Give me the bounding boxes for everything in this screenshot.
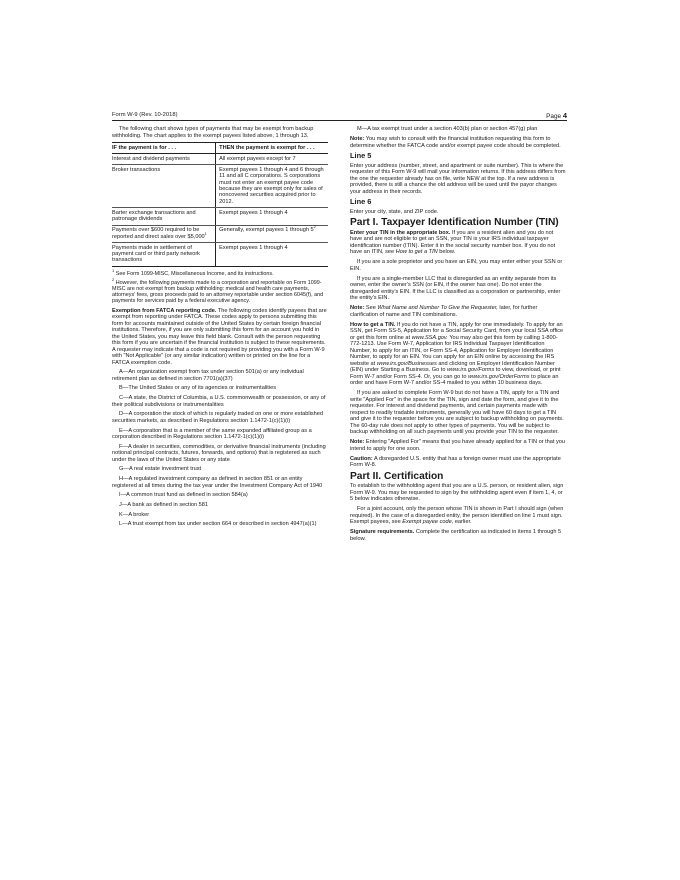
table-row <box>112 154 328 165</box>
table-cell <box>216 225 328 242</box>
tin-lead: Enter your TIN in the appropriate box. <box>350 229 451 236</box>
code-item: M—A tax exempt trust under a section 403(b) plan or section 457(g) plan <box>357 126 538 132</box>
cert-text: For a joint account, only the person whose TIN is shown in Part I should sign (when required). In the case of a disregarded entity, the person identified on line 1 must sign. Exempt payees, see <box>350 506 564 525</box>
irs-forms-url: www.irs.gov/Forms <box>447 367 495 373</box>
fatca-paragraph <box>112 308 328 367</box>
code-item: D—A corporation the stock of which is regularly traded on one or more established securities markets, as described in Regulations section 1.1472-1(c)(1)(i) <box>112 411 323 424</box>
line5-heading: Line 5 <box>350 151 372 160</box>
table-col-header: THEN the payment is exempt for . . . <box>216 143 328 154</box>
code-item: K—A broker <box>119 511 150 518</box>
how-to-paragraph <box>350 322 566 387</box>
footnote-ref: 1 <box>204 230 207 236</box>
line6-heading: Line 6 <box>350 197 372 206</box>
applied-for-text: If you are asked to complete Form W-9 but do not have a TIN, apply for a TIN and write "Applied For" in the space for the TIN, sign and date the form, and give it to the requester. For interest and dividend payments, and certain payments made with respect to readily tradable instruments, generally you will have 60 days to get a TIN and give it to the requester before you are subject to backup withholding on payments. The 60-day rule does not apply to other types of payments. You will be subject to backup withholding on all such payments until you provide your TIN to the requester. <box>350 390 564 435</box>
caution-text: A disregarded U.S. entity that has a foreign owner must use the appropriate Form W-8. <box>350 455 561 468</box>
cert-italic: Exempt payee code, <box>402 519 454 525</box>
note-text: later, for further clarification of name and TIN combinations. <box>350 305 538 318</box>
table-row <box>112 208 328 225</box>
code-item: A—An organization exempt from tax under section 501(a) or any individual retirement plan as defined in section 7701(a)(37) <box>112 369 304 382</box>
table-row <box>112 165 328 208</box>
part1-heading: Part I. Taxpayer Identification Number (TIN) <box>350 217 559 228</box>
table-cell: Exempt payees 1 through 4 and 6 through 11 and all C corporations. S corporations must not enter an exempt payee code because they are exempt only for sales of noncovered securities acquired prior to 2012. <box>216 165 328 208</box>
part2-heading: Part II. Certification <box>350 470 444 482</box>
note-text: You may wish to consult with the financial institution requesting this form to determine whether the FATCA code and/or exempt payee code should be completed. <box>350 136 561 149</box>
footnote-mark: 1 <box>112 267 115 273</box>
how-to-text: If you do not have a TIN, apply for one immediately. To apply for an SSN, get Form SS-5, Application for a Social Security Card, from your local SSA office or get this form online at <box>350 321 564 341</box>
cell-text: Payments over $600 required to be reported and direct sales over $5,000 <box>112 227 205 240</box>
line5-text: Enter your address (number, street, and apartment or suite number). This is where the requester of this Form W-9 will mail your information returns. If this address differs from the one the requester already has on file, write NEW at the top. If a new address is provided, there is still a chance the old address will be used until the payor changes your address in their records. <box>350 162 566 195</box>
code-item: L—A trust exempt from tax under section 664 or described in section 4947(a)(1) <box>119 521 317 528</box>
tin-text: If you are a resident alien and you do not have and are not eligible to get an SSN, your TIN is your IRS individual taxpayer identification number (ITIN). Enter it in the social security number box. If you do not have an ITIN, see <box>350 229 556 255</box>
how-to-lead: How to get a TIN. <box>350 321 396 328</box>
cert-text: To establish to the withholding agent that you are a U.S. person, or resident alien, sign Form W-9. You may be requested to sign by the withholding agent even if item 1, 4, or 5 below indicates otherwise. <box>350 483 564 502</box>
line6-text: Enter your city, state, and ZIP code. <box>350 208 439 215</box>
code-item: I—A common trust fund as defined in section 584(a) <box>119 492 248 499</box>
fatca-text: The following codes identify payees that are exempt from reporting under FATCA. These codes apply to persons submitting this form for accounts maintained outside of the United States by certain foreign financial institutions. Therefore, if you are only submitting this form for an account you hold in the United States, you may leave this field blank. Consult with the person requesting this form if you are uncertain if the financial institution is subject to these requirements. A requester may indicate that a code is not required by providing you with a Form W-9 with "Not Applicable" (or any similar indication) written or printed on the line for a FATCA exemption code. <box>112 307 327 366</box>
tin-link: How to get a TIN <box>395 249 438 255</box>
cell-text: Generally, exempt payees 1 through 5 <box>219 227 314 234</box>
right-column <box>350 126 566 546</box>
table-row <box>112 225 328 242</box>
table-cell: Exempt payees 1 through 4 <box>216 208 328 225</box>
how-to-text: to place an order and have Form W-7 and/or SS-4 mailed to you within 10 business days. <box>350 373 559 386</box>
caution-paragraph <box>350 456 566 469</box>
table-cell: Barter exchange transactions and patronage dividends <box>112 208 216 225</box>
footnote-1 <box>112 267 328 277</box>
tin-end: below. <box>439 249 456 255</box>
left-column <box>112 126 328 531</box>
page-label: Page <box>546 113 562 120</box>
note-paragraph <box>350 305 566 318</box>
llc-text: If you are a single-member LLC that is disregarded as an entity separate from its owner, enter the owner's SSN (or EIN, if the owner has one). Do not enter the disregarded entity's EIN. If the LLC is classified as a corporation or partnership, enter the entity's EIN. <box>350 275 561 301</box>
footnote-mark: 2 <box>112 277 115 283</box>
irs-business-url: www.irs.gov/Businesses <box>376 360 437 367</box>
cert-text: earlier. <box>454 519 472 525</box>
note-label: Note: <box>350 439 365 445</box>
footnote-text: However, the following payments made to a corporation and reportable on Form 1099-MISC are not exempt from backup withholding: medical and health care payments, attorneys' fees, gross proceeds paid to an attorney reportable under section 6045(f), and payments for services paid by a federal executive agency. <box>112 280 324 305</box>
code-item: F—A dealer in securities, commodities, or derivative financial instruments (including notional principal contracts, futures, forwards, and options) that is registered as such under the laws of the United States or any state <box>112 443 326 463</box>
fatca-title: Exemption from FATCA reporting code. <box>112 307 217 314</box>
table-header-row <box>112 143 328 154</box>
form-id: Form W-9 (Rev. 10-2018) <box>112 112 178 118</box>
note-paragraph <box>350 439 566 452</box>
code-item: J—A bank as defined in section 581 <box>119 501 208 508</box>
code-item: G—A real estate investment trust <box>119 466 202 473</box>
how-to-text: You may also get this form by calling 1-800-772-1213. Use Form W-7, Application for IRS Individual Taxpayer Identification Number, to apply for an ITIN, or Form SS-4, Application for Employer Identification Number, to apply for an EIN. You can apply for an EIN online by accessing the IRS website at <box>350 334 558 367</box>
code-item: B—The United States or any of its agencies or instrumentalities <box>119 385 277 392</box>
note-text: Entering "Applied For" means that you have already applied for a TIN or that you intend to apply for one soon. <box>350 439 566 452</box>
footnote-ref: 2 <box>313 224 316 230</box>
code-item: C—A state, the District of Columbia, a U.S. commonwealth or possession, or any of their political subdivisions or instrumentalities <box>112 395 326 408</box>
sole-prop-text: If you are a sole proprietor and you have an EIN, you may enter either your SSN or EIN. <box>350 259 563 272</box>
note-italic: What Name and Number To Give the Requester, <box>377 305 498 311</box>
table-col-header: IF the payment is for . . . <box>112 143 216 154</box>
footnote-2 <box>112 277 328 305</box>
note-label: Note: <box>350 305 365 311</box>
footnote-text: See Form 1099-MISC, Miscellaneous Income, and its instructions. <box>115 270 274 277</box>
how-to-text: and clicking on Employer Identification Number (EIN) under Starting a Business. Go to <box>350 360 555 373</box>
note-paragraph <box>350 136 566 149</box>
ssa-url: www.SSA.gov. <box>411 334 448 341</box>
table-cell: All exempt payees except for 7 <box>216 154 328 165</box>
table-row <box>112 242 328 266</box>
tin-paragraph <box>350 230 566 256</box>
exempt-payment-table <box>112 142 328 267</box>
irs-orderforms-url: www.irs.gov/OrderForms <box>468 373 530 380</box>
table-cell: Exempt payees 1 through 4 <box>216 242 328 266</box>
table-cell: Broker transactions <box>112 165 216 208</box>
code-item: E—A corporation that is a member of the same expanded affiliated group as a corporation described in Regulations section 1.1472-1(c)(1)(i) <box>112 427 312 441</box>
signature-text: Complete the certification as indicated in items 1 through 5 below. <box>350 529 562 542</box>
cert-joint-paragraph <box>350 506 566 526</box>
code-item: H—A regulated investment company as defined in section 851 or an entity registered at all times during the tax year under the Investment Company Act of 1940 <box>112 476 323 489</box>
signature-paragraph <box>350 529 566 542</box>
header-rule <box>112 120 567 121</box>
page-number: 4 <box>562 111 567 120</box>
table-cell <box>112 225 216 242</box>
how-to-text: to view, download, or print Form W-7 and/or Form SS-4. Or, you can go to <box>350 367 561 380</box>
table-cell: Payments made in settlement of payment card or third party network transactions <box>112 242 216 266</box>
signature-lead: Signature requirements. <box>350 529 415 535</box>
note-label: Note: <box>350 136 365 142</box>
note-text: See <box>365 305 376 311</box>
caution-label: Caution: <box>350 455 373 462</box>
chart-intro: The following chart shows types of payments that may be exempt from backup withholding. The chart applies to the exempt payees listed above, 1 through 13. <box>112 126 314 139</box>
page-indicator <box>546 111 567 120</box>
table-cell: Interest and dividend payments <box>112 154 216 165</box>
